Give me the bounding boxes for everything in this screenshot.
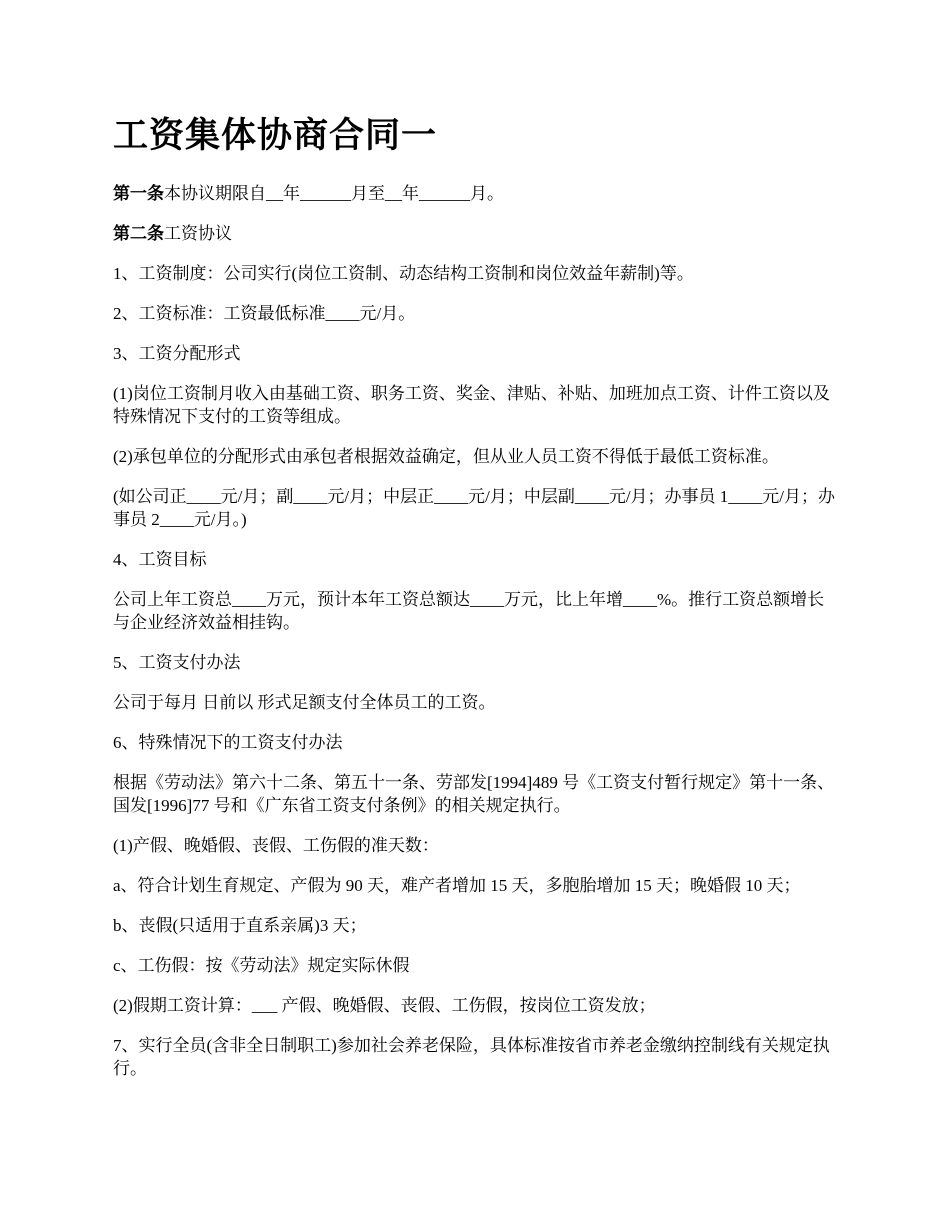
wage-distribution-heading: 3、工资分配形式 — [113, 344, 241, 363]
payment-method-heading: 5、工资支付办法 — [113, 653, 241, 672]
leave-item-a: a、符合计划生育规定、产假为 90 天，难产者增加 15 天，多胞胎增加 15 天；晚婚假 10 天； — [113, 876, 801, 895]
payment-method-text: 公司于每月 日前以 形式足额支付全体员工的工资。 — [113, 693, 496, 712]
document-title: 工资集体协商合同一 — [113, 116, 438, 156]
leave-days-heading: (1)产假、晚婚假、丧假、工伤假的准天数： — [113, 836, 439, 855]
special-payment-heading: 6、特殊情况下的工资支付办法 — [113, 733, 343, 752]
wage-target-text: 公司上年工资总____万元，预计本年工资总额达____万元，比上年增____%。推行工资总额增长与企业经济效益相挂钩。 — [113, 590, 825, 632]
wage-target-heading: 4、工资目标 — [113, 550, 207, 569]
document-page — [113, 112, 837, 1097]
distribution-item-1: (1)岗位工资制月收入由基础工资、职务工资、奖金、津贴、补贴、加班加点工资、计件工资以及特殊情况下支付的工资等组成。 — [113, 384, 830, 426]
article-2-heading: 第二条 — [113, 224, 164, 243]
article-1 — [113, 182, 837, 205]
distribution-item-2: (2)承包单位的分配形式由承包者根据效益确定，但从业人员工资不得低于最低工资标准。 — [113, 447, 779, 466]
position-wage-list: (如公司正____元/月；副____元/月；中层正____元/月；中层副____元/月；办事员 1____元/月；办事员 2____元/月。) — [113, 487, 836, 529]
article-2-text: 工资协议 — [164, 224, 232, 243]
leave-item-b: b、丧假(只适用于直系亲属)3 天； — [113, 916, 367, 935]
article-1-text: 本协议期限自__年______月至__年______月。 — [164, 184, 504, 203]
wage-system-clause: 1、工资制度：公司实行(岗位工资制、动态结构工资制和岗位效益年薪制)等。 — [113, 264, 694, 283]
legal-basis-text: 根据《劳动法》第六十二条、第五十一条、劳部发[1994]489 号《工资支付暂行规定》第十一条、国发[1996]77 号和《广东省工资支付条例》的相关规定执行。 — [113, 773, 835, 815]
wage-standard-clause: 2、工资标准：工资最低标准____元/月。 — [113, 304, 416, 323]
article-1-heading: 第一条 — [113, 184, 164, 203]
pension-clause: 7、实行全员(含非全日制职工)参加社会养老保险，具体标准按省市养老金缴纳控制线有关规定执行。 — [113, 1036, 830, 1078]
leave-item-c: c、工伤假：按《劳动法》规定实际休假 — [113, 956, 410, 975]
article-2 — [113, 222, 837, 245]
holiday-wage-calc: (2)假期工资计算：___ 产假、晚婚假、丧假、工伤假，按岗位工资发放； — [113, 996, 656, 1015]
